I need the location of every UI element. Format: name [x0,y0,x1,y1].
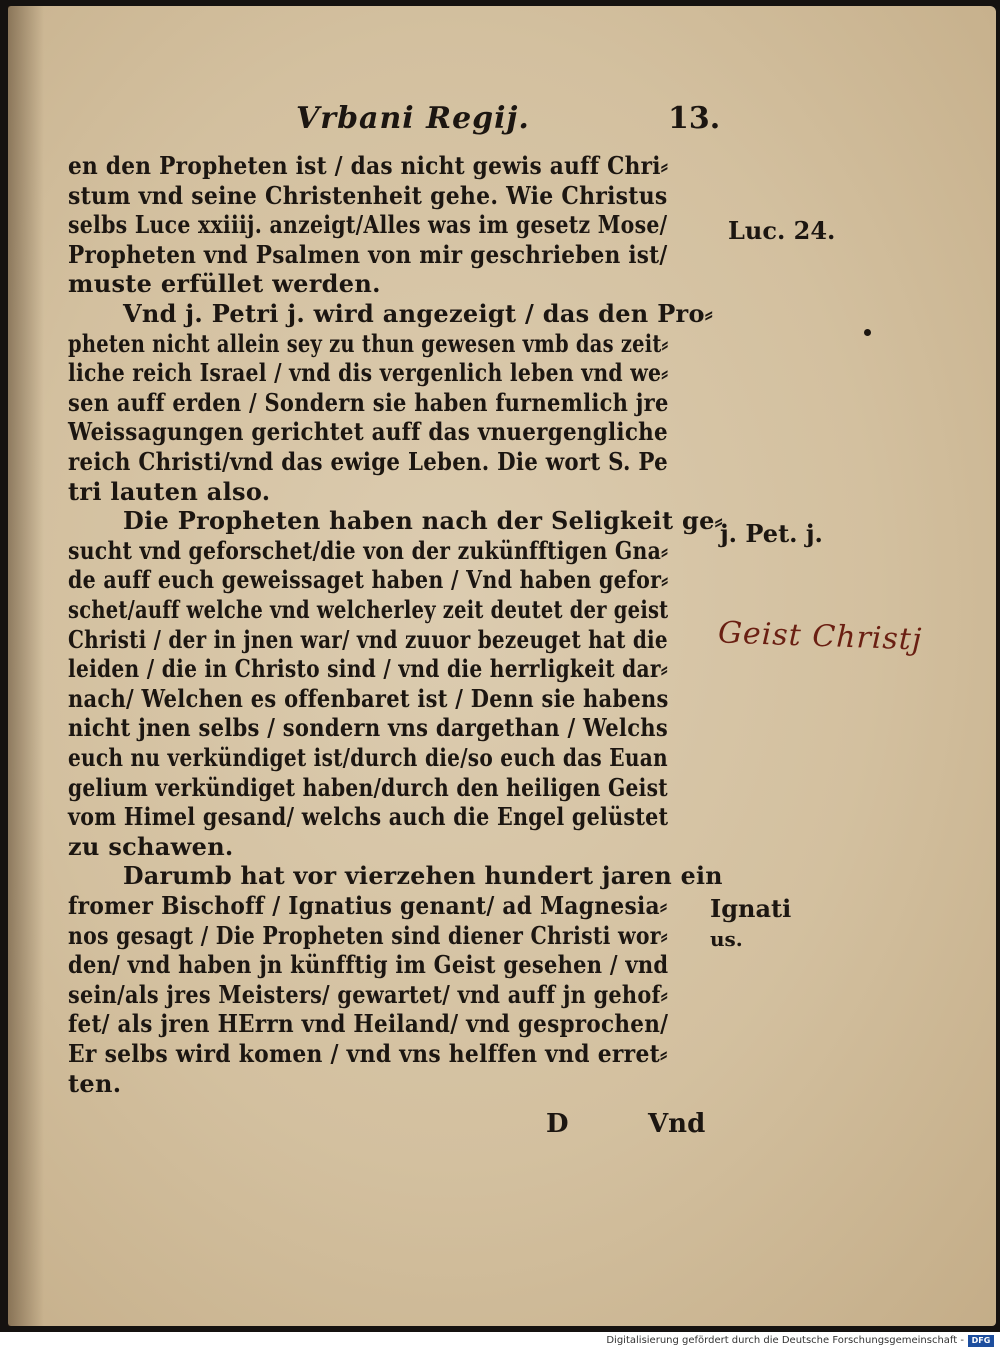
text-line: den/ vnd haben jn künfftig im Geist gesehen / vnd [68,950,669,980]
text-line: liche reich Israel / vnd dis vergenlich leben vnd we⸗ [68,358,669,388]
footer-credit: Digitalisierung gefördert durch die Deutsche Forschungsgemeinschaft - [606,1335,964,1346]
text-line: en den Propheten ist / das nicht gewis auff Chri⸗ [68,151,669,180]
margin-note-luc: Luc. 24. [728,216,836,245]
text-line: Weissagungen gerichtet auff das vnuergengliche [68,417,668,447]
text-line: pheten nicht allein sey zu thun gewesen vmb das zeit⸗ [68,328,669,358]
margin-note-pet: j. Pet. j. [720,519,823,548]
text-line: reich Christi/vnd das ewige Leben. Die wort S. Pe [68,447,668,476]
signature-mark: D [546,1109,569,1139]
page-number: 13. [668,101,721,136]
dfg-logo: DFG [968,1335,994,1347]
margin-note-ignatius-2: us. [710,927,743,951]
text-line: fromer Bischoff / Ignatius genant/ ad Magnesia⸗ [68,891,668,920]
text-line: gelium verkündiget haben/durch den heiligen Geist [68,772,668,802]
text-line: selbs Luce xxiiij. anzeigt/Alles was im gesetz Mose/ [68,210,668,240]
handwritten-annotation: Geist Christj [717,615,923,658]
text-line: vom Himel gesand/ welchs auch die Engel gelüstet [68,802,669,832]
text-line: sucht vnd geforschet/die von der zukünfftigen Gna⸗ [68,535,669,565]
running-head: Vrbani Regij. [296,101,530,136]
text-line: Vnd j. Petri j. wird angezeigt / das den Pro⸗ [123,299,714,328]
text-line: nos gesagt / Die Propheten sind diener Christi wor⸗ [68,920,668,950]
text-line: sen auff erden / Sondern sie haben furnemlich jre [68,387,669,417]
footer-bar [0,1332,1000,1351]
text-line: zu schawen. [68,831,234,861]
text-line: de auff euch geweissaget haben / Vnd haben gefor⸗ [68,565,669,595]
text-line: euch nu verkündiget ist/durch die/so euch das Euan [68,743,668,772]
catchword: Vnd [648,1109,706,1139]
text-line: tri lauten also. [68,476,271,506]
text-line: Propheten vnd Psalmen von mir geschrieben ist/ [68,239,668,269]
text-line: muste erfüllet werden. [68,269,381,299]
text-line: Darumb hat vor vierzehen hundert jaren ein [123,861,723,891]
margin-note-ignatius-1: Ignati [710,894,792,923]
text-line: nach/ Welchen es offenbaret ist / Denn sie habens [68,683,669,713]
text-line: Christi / der in jnen war/ vnd zuuor bezeuget hat die [68,624,668,654]
text-line: stum vnd seine Christenheit gehe. Wie Christus [68,180,668,210]
text-line: schet/auff welche vnd welcherley zeit deutet der geist [68,595,669,624]
text-line: fet/ als jren HErrn vnd Heiland/ vnd gesprochen/ [68,1009,669,1039]
text-line: nicht jnen selbs / sondern vns dargethan / Welchs [68,713,669,743]
margin-dot [864,329,871,336]
text-line: Die Propheten haben nach der Seligkeit ge⸗ [123,506,723,536]
text-line: Er selbs wird komen / vnd vns helffen vnd erret⸗ [68,1039,668,1068]
text-line: sein/als jres Meisters/ gewartet/ vnd auff jn gehof⸗ [68,979,668,1009]
text-line: ten. [68,1068,122,1098]
paper-page [8,6,996,1326]
text-line: leiden / die in Christo sind / vnd die herrligkeit dar⸗ [68,654,668,684]
binding-gutter-shadow [8,6,44,1326]
